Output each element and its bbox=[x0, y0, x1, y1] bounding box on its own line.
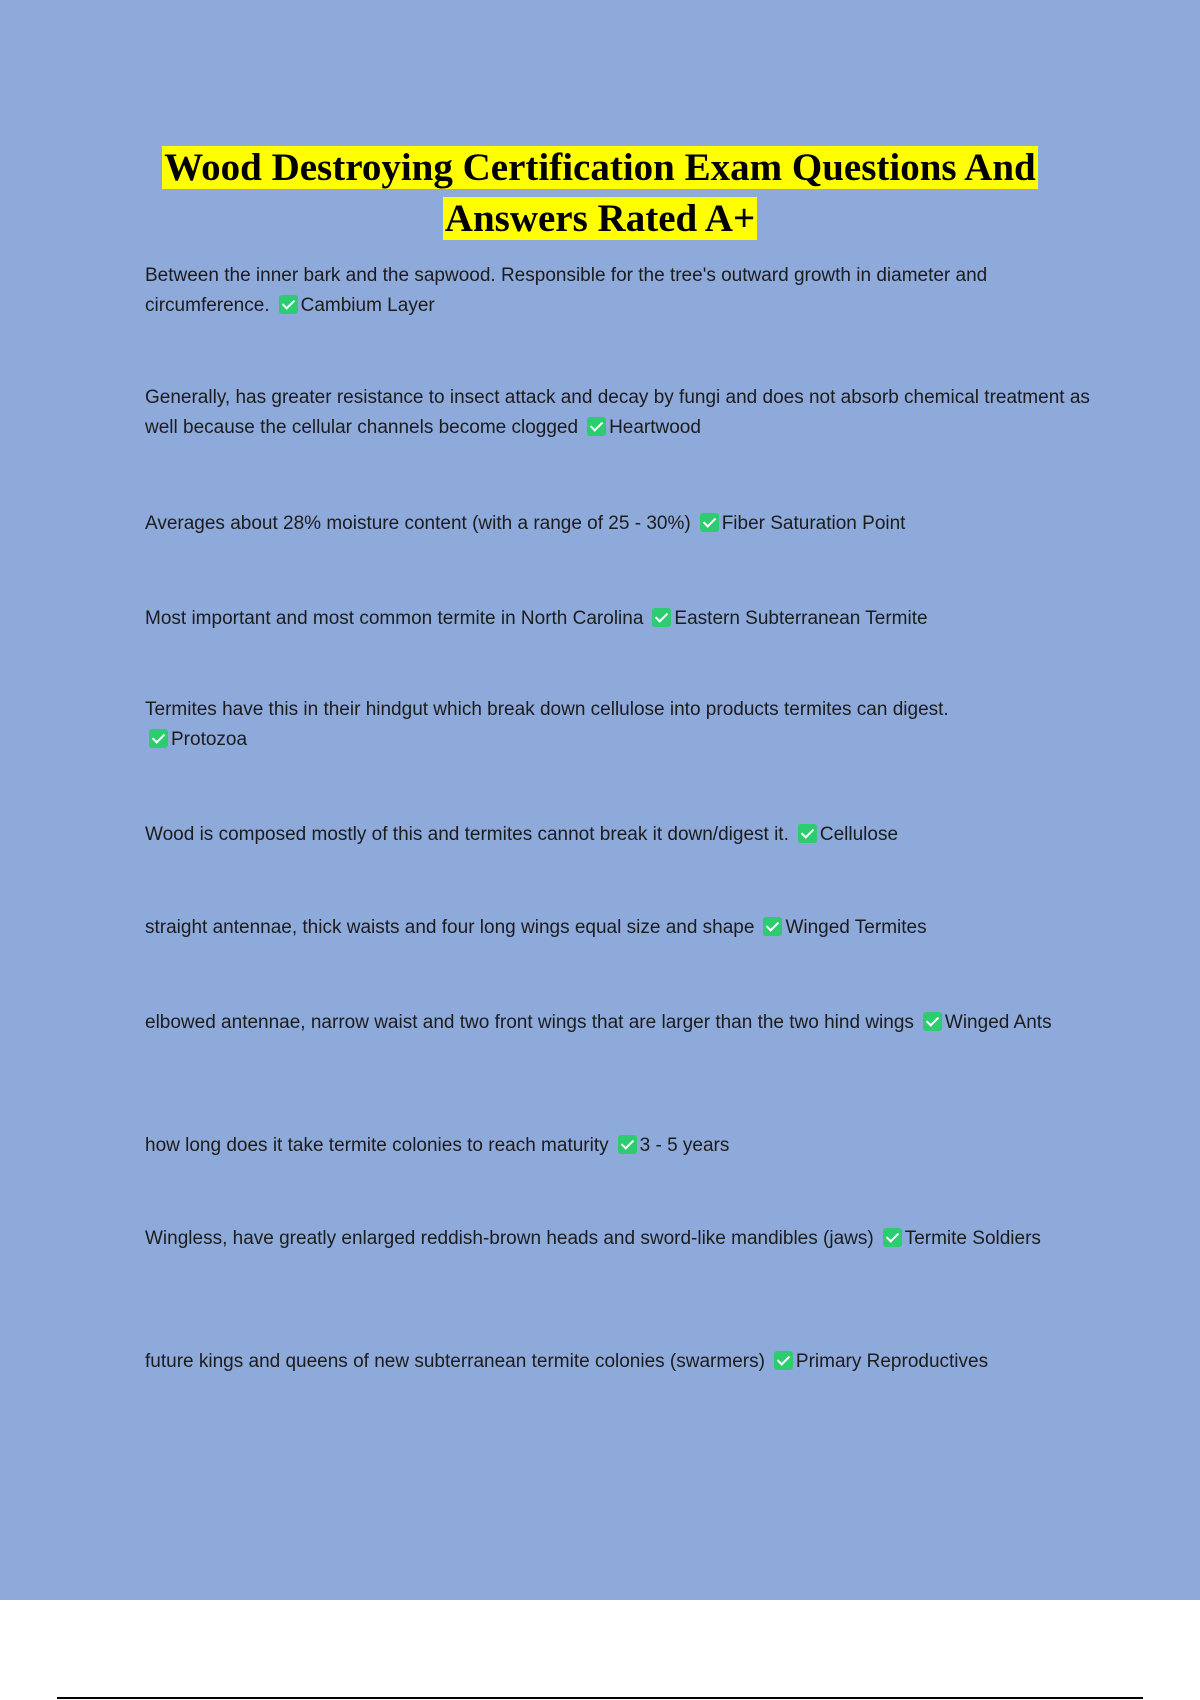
qa-item bbox=[145, 1008, 1095, 1038]
check-mark-icon bbox=[279, 295, 298, 314]
question-text: Between the inner bark and the sapwood. Responsible for the tree's outward growth in diameter and circumference. bbox=[145, 265, 988, 316]
question-text: how long does it take termite colonies to reach maturity bbox=[145, 1135, 609, 1156]
question-text: Averages about 28% moisture content (with a range of 25 - 30%) bbox=[145, 513, 691, 534]
qa-item bbox=[145, 604, 1095, 634]
question-text: Wingless, have greatly enlarged reddish-brown heads and sword-like mandibles (jaws) bbox=[145, 1228, 874, 1249]
qa-item bbox=[145, 261, 1095, 321]
answer-text: Cambium Layer bbox=[300, 295, 435, 316]
question-text: Termites have this in their hindgut which break down cellulose into products termites can digest. bbox=[145, 699, 949, 720]
qa-item bbox=[145, 913, 1095, 943]
qa-item bbox=[145, 1131, 1095, 1161]
qa-item bbox=[145, 509, 1095, 539]
check-mark-icon bbox=[923, 1012, 942, 1031]
answer-text: Primary Reproductives bbox=[795, 1351, 989, 1372]
answer-text: Protozoa bbox=[171, 729, 248, 750]
question-text: Generally, has greater resistance to insect attack and decay by fungi and does not absorb chemical treatment as well because the cellular channels become clogged bbox=[145, 387, 1090, 438]
answer-text: Winged Termites bbox=[785, 917, 927, 938]
answer-text: Termite Soldiers bbox=[904, 1228, 1041, 1249]
question-text: straight antennae, thick waists and four long wings equal size and shape bbox=[145, 917, 755, 938]
document-title bbox=[0, 142, 1200, 244]
question-text: Wood is composed mostly of this and termites cannot break it down/digest it. bbox=[145, 824, 789, 845]
check-mark-icon bbox=[798, 824, 817, 843]
title-line-1: Wood Destroying Certification Exam Questions And bbox=[164, 146, 1036, 189]
question-text: Most important and most common termite in North Carolina bbox=[145, 608, 644, 629]
check-mark-icon bbox=[587, 417, 606, 436]
check-mark-icon bbox=[652, 608, 671, 627]
check-mark-icon bbox=[763, 917, 782, 936]
qa-item bbox=[145, 383, 1095, 443]
answer-text: 3 - 5 years bbox=[639, 1135, 730, 1156]
check-mark-icon bbox=[883, 1228, 902, 1247]
qa-item bbox=[145, 1347, 1095, 1377]
answer-text: Fiber Saturation Point bbox=[721, 513, 906, 534]
title-line-2: Answers Rated A+ bbox=[444, 197, 756, 240]
check-mark-icon bbox=[149, 729, 168, 748]
question-text: future kings and queens of new subterranean termite colonies (swarmers) bbox=[145, 1351, 765, 1372]
check-mark-icon bbox=[774, 1351, 793, 1370]
footer-divider bbox=[57, 1697, 1143, 1699]
qa-item bbox=[145, 820, 1095, 850]
qa-item bbox=[145, 1224, 1095, 1254]
question-text: elbowed antennae, narrow waist and two front wings that are larger than the two hind wings bbox=[145, 1012, 914, 1033]
check-mark-icon bbox=[700, 513, 719, 532]
qa-item bbox=[145, 695, 1095, 755]
answer-text: Eastern Subterranean Termite bbox=[674, 608, 928, 629]
answer-text: Heartwood bbox=[609, 417, 701, 438]
answer-text: Winged Ants bbox=[944, 1012, 1052, 1033]
answer-text: Cellulose bbox=[819, 824, 899, 845]
check-mark-icon bbox=[618, 1135, 637, 1154]
